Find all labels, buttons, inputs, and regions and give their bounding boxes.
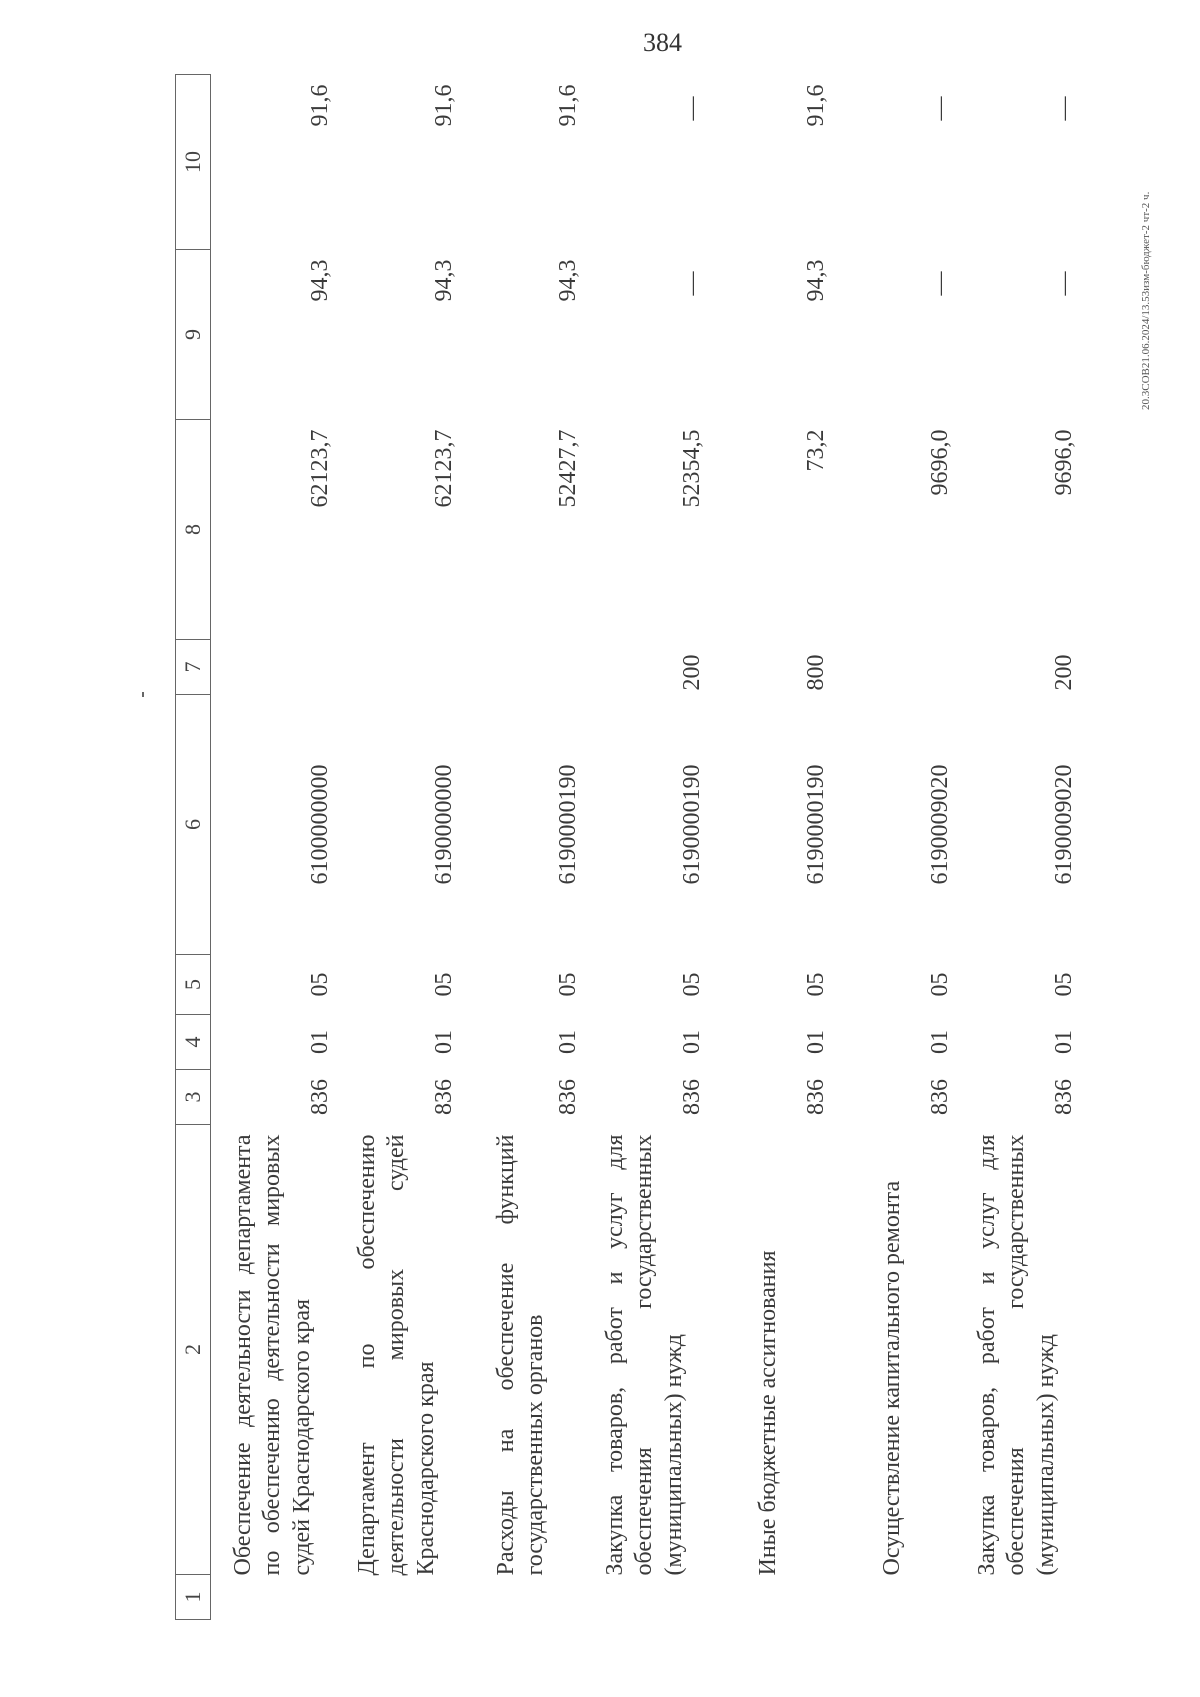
scan-speck — [142, 692, 144, 697]
page-number: 384 — [643, 28, 682, 57]
cell-expense-type: 200 — [1050, 654, 1077, 691]
cell-ministry-code: 836 — [802, 1079, 829, 1115]
cell-subsection-code: 05 — [430, 972, 457, 997]
col-header-6: 6 — [176, 695, 211, 955]
cell-amount: 73,2 — [802, 429, 829, 472]
cell-section-code: 01 — [554, 1030, 581, 1054]
cell-section-code: 01 — [1050, 1030, 1077, 1054]
cell-col9: — — [678, 271, 705, 296]
cell-col10: — — [926, 96, 953, 121]
col-header-10: 10 — [176, 75, 211, 250]
cell-expense-type: 800 — [802, 654, 829, 691]
budget-table — [175, 74, 1079, 1620]
cell-subsection-code: 05 — [554, 972, 581, 997]
row-name: Осуществление капитального ремонта — [879, 1180, 906, 1576]
cell-target-article: 6190009020 — [926, 764, 953, 885]
row-name: Иные бюджетные ассигнования — [755, 1250, 782, 1576]
header-row — [176, 75, 211, 1620]
cell-col10: — — [1050, 96, 1077, 121]
cell-ministry-code: 836 — [926, 1079, 953, 1115]
cell-amount: 9696,0 — [1050, 429, 1077, 496]
cell-target-article: 6190000190 — [554, 764, 581, 885]
cell-section-code: 01 — [926, 1030, 953, 1054]
cell-col10: 91,6 — [306, 84, 333, 127]
row-name: Закупка товаров, работ и услуг для обеспечения государственных (муниципальных) нужд — [974, 1134, 1059, 1576]
footer-stamp: 20.3СОВ21.06.2024/13.53изм-бюджет-2 чт-2 ч. — [1140, 191, 1152, 410]
cell-amount: 9696,0 — [926, 429, 953, 496]
cell-section-code: 01 — [306, 1030, 333, 1054]
cell-amount: 62123,7 — [430, 429, 457, 508]
cell-amount: 62123,7 — [306, 429, 333, 508]
cell-col10: 91,6 — [802, 84, 829, 127]
cell-section-code: 01 — [430, 1030, 457, 1054]
cell-ministry-code: 836 — [678, 1079, 705, 1115]
rotated-table-container — [175, 75, 1077, 1620]
cell-col9: — — [926, 271, 953, 296]
cell-col9: — — [1050, 271, 1077, 296]
table-row — [955, 75, 1079, 1620]
cell-expense-type — [211, 640, 336, 695]
cell-subsection-code: 05 — [678, 972, 705, 997]
cell-subsection-code: 05 — [926, 972, 953, 997]
cell-expense-type — [459, 640, 583, 695]
table-row — [459, 75, 583, 1620]
cell-subsection-code: 05 — [306, 972, 333, 997]
table-row — [211, 75, 336, 1620]
cell-section-code: 01 — [802, 1030, 829, 1054]
col-header-8: 8 — [176, 420, 211, 640]
table-row — [831, 75, 955, 1620]
cell-col10: — — [678, 96, 705, 121]
col-header-1: 1 — [176, 1575, 211, 1620]
table-row — [583, 75, 707, 1620]
cell-col10: 91,6 — [430, 84, 457, 127]
table-row — [335, 75, 459, 1620]
col-header-3: 3 — [176, 1070, 211, 1125]
row-name: Расходы на обеспечение функций государственных органов — [492, 1134, 548, 1576]
col-header-4: 4 — [176, 1015, 211, 1070]
cell-col9: 94,3 — [306, 259, 333, 302]
cell-expense-type — [335, 640, 459, 695]
cell-ministry-code: 836 — [554, 1079, 581, 1115]
cell-target-article: 6100000000 — [306, 764, 333, 885]
col-header-7: 7 — [176, 640, 211, 695]
cell-col10: 91,6 — [554, 84, 581, 127]
table-row — [707, 75, 831, 1620]
cell-expense-type — [831, 640, 955, 695]
cell-subsection-code: 05 — [802, 972, 829, 997]
cell-target-article: 6190009020 — [1050, 764, 1077, 885]
cell-amount: 52354,5 — [678, 429, 705, 508]
cell-col9: 94,3 — [802, 259, 829, 302]
cell-col9: 94,3 — [430, 259, 457, 302]
cell-target-article: 6190000000 — [430, 764, 457, 885]
cell-ministry-code: 836 — [306, 1079, 333, 1115]
cell-expense-type: 200 — [678, 654, 705, 691]
cell-subsection-code: 05 — [1050, 972, 1077, 997]
col-header-5: 5 — [176, 955, 211, 1015]
cell-ministry-code: 836 — [1050, 1079, 1077, 1115]
col-header-2: 2 — [176, 1125, 211, 1575]
cell-ministry-code: 836 — [430, 1079, 457, 1115]
cell-section-code: 01 — [678, 1030, 705, 1054]
cell-amount: 52427,7 — [554, 429, 581, 508]
cell-target-article: 6190000190 — [802, 764, 829, 885]
cell-target-article: 6190000190 — [678, 764, 705, 885]
col-header-9: 9 — [176, 250, 211, 420]
row-name: Закупка товаров, работ и услуг для обеспечения государственных (муниципальных) нужд — [602, 1134, 687, 1576]
row-name: Обеспечение деятельности департамента по обеспечению деятельности мировых судей Краснодарского края — [230, 1134, 315, 1576]
row-name: Департамент по обеспечению деятельности мировых судей Краснодарского края — [354, 1134, 439, 1576]
cell-col9: 94,3 — [554, 259, 581, 302]
